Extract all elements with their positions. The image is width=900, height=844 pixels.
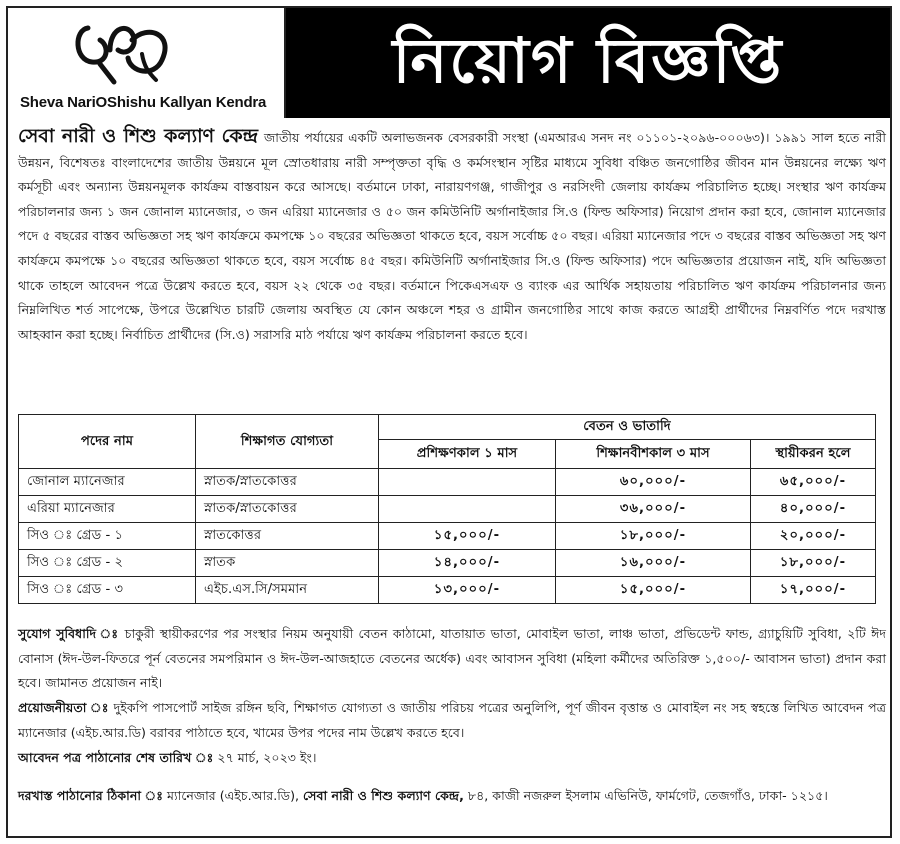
address-organization: সেবা নারী ও শিশু কল্যাণ কেন্দ্র, <box>303 788 464 803</box>
probation-salary-cell: ১৫,০০০/- <box>556 577 751 604</box>
training-salary-cell: ১৪,০০০/- <box>379 550 556 577</box>
intro-paragraph <box>18 124 886 347</box>
training-salary-cell: ১৫,০০০/- <box>379 523 556 550</box>
permanent-salary-cell: ৪০,০০০/- <box>751 496 876 523</box>
training-salary-cell: ১৩,০০০/- <box>379 577 556 604</box>
table-row <box>19 550 876 577</box>
notice-title: নিয়োগ বিজ্ঞপ্তি <box>392 24 784 97</box>
organization-name-bengali: সেবা নারী ও শিশু কল্যাণ কেন্দ্র <box>18 125 259 147</box>
organization-logo-icon <box>70 20 180 90</box>
probation-salary-cell: ৬০,০০০/- <box>556 469 751 496</box>
probation-salary-cell: ১৮,০০০/- <box>556 523 751 550</box>
training-salary-cell <box>379 496 556 523</box>
education-cell: স্নাতক <box>196 550 379 577</box>
table-row <box>19 577 876 604</box>
probation-salary-cell: ১৬,০০০/- <box>556 550 751 577</box>
deadline-label: আবেদন পত্র পাঠানোর শেষ তারিখ ঃ <box>18 750 214 765</box>
permanent-salary-cell: ১৮,০০০/- <box>751 550 876 577</box>
address-paragraph <box>18 784 886 809</box>
notice-header <box>8 8 890 118</box>
education-cell: স্নাতক/স্নাতকোত্তর <box>196 469 379 496</box>
table-row <box>19 496 876 523</box>
column-header-permanent: স্থায়ীকরন হলে <box>751 440 876 469</box>
permanent-salary-cell: ৬৫,০০০/- <box>751 469 876 496</box>
title-banner <box>286 8 890 118</box>
column-header-training: প্রশিক্ষণকাল ১ মাস <box>379 440 556 469</box>
probation-salary-cell: ৩৬,০০০/- <box>556 496 751 523</box>
column-header-post: পদের নাম <box>19 415 196 469</box>
deadline-date: ২৭ মার্চ, ২০২৩ ইং। <box>217 750 317 765</box>
table-row <box>19 469 876 496</box>
column-group-salary: বেতন ও ভাতাদি <box>379 415 876 440</box>
organization-name-english: Sheva NariOShishu Kallyan Kendra <box>20 94 267 111</box>
education-cell: এইচ.এস.সি/সমমান <box>196 577 379 604</box>
intro-text: জাতীয় পর্যায়ের একটি অলাভজনক বেসরকারী সংস্থা (এমআরএ সনদ নং ০১১০১-২০৯৬-০০০৬৩)। ১৯৯১ সাল হতে নারী উন্নয়ন, বিশেষতঃ বাংলাদেশের জাতীয় উন্নয়নে মূল স্রোতধারায় নারী সম্পৃক্ততা বৃদ্ধি ও কর্মসংস্থান সৃষ্টির মাধ্যমে সুবিধা বঞ্চিত জনগোষ্ঠির জীবন মান উন্নয়নের লক্ষ্যে ঋণ কর্মসূচী এবং অন্যান্য উন্নয়নমূলক কার্যক্রম বাস্তবায়ন করে আসছে। বর্তমানে ঢাকা, নারায়ণগঞ্জ, গাজীপুর ও নরসিংদী জেলায় কার্যক্রম পরিচালিত হচ্ছে। সংস্থার ঋণ কার্যক্রম পরিচালনার জন্য ১ জন জোনাল ম্যানেজার, ৩ জন এরিয়া ম্যানেজার ও ৫০ জন কমিউনিটি অর্গানাইজার সি.ও (ফিল্ড অফিসার) নিয়োগ প্রদান করা হবে, জোনাল ম্যানেজার পদে ৫ বছরের বাস্তব অভিজ্ঞতা সহ ঋণ কার্যক্রমে কমপক্ষে ১০ বছরের অভিজ্ঞতা থাকতে হবে, বয়স সর্বোচ্চ ৫০ বছর। এরিয়া ম্যানেজার পদে ৩ বছরের বাস্তব অভিজ্ঞতা সহ ঋণ কার্যক্রমে কমপক্ষে ১০ বছরের অভিজ্ঞতা থাকতে হবে, বয়স সর্বোচ্চ ৪৫ বছর। কমিউনিটি অর্গানাইজার সি.ও (ফিল্ড অফিসার) পদে অভিজ্ঞতার প্রয়োজন নাই, যদি অভিজ্ঞতা থাকে তাহলে আবেদন পত্রে উল্লেখ করতে হবে, বয়স ২২ থেকে ৩৫ বছর। বর্তমানে পিকেএসএফ ও ব্যাংক এর আর্থিক সহায়তায় পরিচালিত ঋণ কার্যক্রম পরিচালনার জন্য নিম্নলিখিত শর্ত সাপেক্ষে, উপরে উল্লেখিত চারটি জেলায় অবস্থিত যে কোন অঞ্চলে শহর ও গ্রামীন জনগোষ্ঠির সাথে কাজ করতে আগ্রহী প্রার্থীদের নিম্নবর্ণিত পদে দরখাস্ত আহব্বান করা হচ্ছে। নির্বাচিত প্রার্থীদের (সি.ও) সরাসরি মাঠ পর্যায়ে ঋণ কার্যক্রম পরিচালনা করতে হবে। <box>18 130 886 342</box>
benefits-label: সুযোগ সুবিধাদি ঃ <box>18 626 120 641</box>
education-cell: স্নাতকোত্তর <box>196 523 379 550</box>
permanent-salary-cell: ২০,০০০/- <box>751 523 876 550</box>
benefits-text: চাকুরী স্থায়ীকরণের পর সংস্থার নিয়ম অনুযায়ী বেতন কাঠামো, যাতায়াত ভাতা, মোবাইল ভাতা, লাঞ্চ ভাতা, প্রভিডেন্ট ফান্ড, গ্র্যাচুয়িটি সুবিধা, ২টি ঈদ বোনাস (ঈদ-উল-ফিতরে পূর্ন বেতনের সমপরিমান ও ঈদ-উল-আজহাতে বেতনের অর্ধেক) এবং আবাসন সুবিধা (মহিলা কর্মীদের অতিরিক্ত ১,৫০০/- আবাসন ভাতা) প্রদান করা হবে। জামানত প্রয়োজন নাই। <box>18 626 886 691</box>
requirements-paragraph <box>18 696 886 745</box>
logo-panel <box>8 8 286 118</box>
table-row <box>19 523 876 550</box>
column-header-education: শিক্ষাগত যোগ্যতা <box>196 415 379 469</box>
post-cell: জোনাল ম্যানেজার <box>19 469 196 496</box>
education-cell: স্নাতক/স্নাতকোত্তর <box>196 496 379 523</box>
post-cell: সিও ঃ গ্রেড - ৩ <box>19 577 196 604</box>
deadline-line <box>18 746 886 771</box>
salary-table <box>18 414 876 604</box>
column-header-probation: শিক্ষানবীশকাল ৩ মাস <box>556 440 751 469</box>
requirements-text: দুইকপি পাসপোর্ট সাইজ রঙ্গিন ছবি, শিক্ষাগত যোগ্যতা ও জাতীয় পরিচয় পত্রের অনুলিপি, পূর্ণ জীবন বৃত্তান্ত ও মোবাইল নং সহ স্বহস্তে লিখিত আবেদন পত্র ম্যানেজার (এইচ.আর.ডি) বরাবর পাঠাতে হবে, খামের উপর পদের নাম উল্লেখ করতে হবে। <box>18 700 886 740</box>
training-salary-cell <box>379 469 556 496</box>
address-recipient: ম্যানেজার (এইচ.আর.ডি), <box>167 788 299 803</box>
table-header-row-1 <box>19 415 876 440</box>
address-label: দরখাস্ত পাঠানোর ঠিকানা ঃ <box>18 788 163 803</box>
address-street: ৮৪, কাজী নজরুল ইসলাম এভিনিউ, ফার্মগেট, তেজগাঁও, ঢাকা- ১২১৫। <box>467 788 828 803</box>
benefits-paragraph <box>18 622 886 696</box>
requirements-label: প্রয়োজনীয়তা ঃ <box>18 700 110 715</box>
post-cell: সিও ঃ গ্রেড - ২ <box>19 550 196 577</box>
permanent-salary-cell: ১৭,০০০/- <box>751 577 876 604</box>
post-cell: এরিয়া ম্যানেজার <box>19 496 196 523</box>
post-cell: সিও ঃ গ্রেড - ১ <box>19 523 196 550</box>
